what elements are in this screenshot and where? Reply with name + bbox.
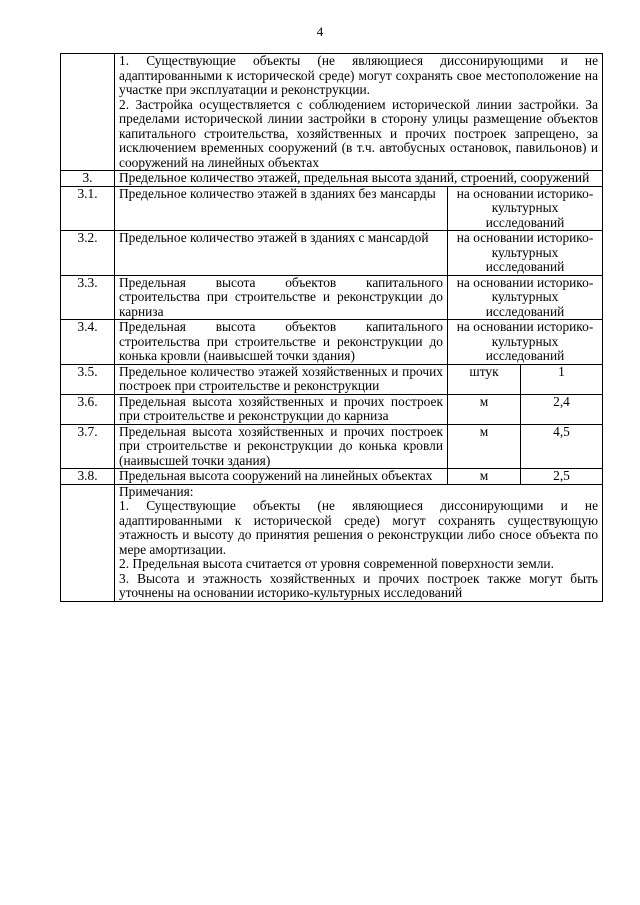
- row-label: Предельное количество этажей в зданиях без мансарды: [115, 186, 448, 231]
- regulations-table: [60, 53, 603, 602]
- top-block-paragraph: 1. Существующие объекты (не являющиеся диссонирующими и не адаптированными к исторической среде) могут сохранять свое местоположение на участке при эксплуатации и реконструкции.: [119, 53, 599, 97]
- row-value: 2,5: [521, 469, 603, 485]
- row-label: Предельная высота хозяйственных и прочих построек при строительстве и реконструкции до карниза: [115, 394, 448, 424]
- row-label: Предельная высота хозяйственных и прочих построек при строительстве и реконструкции до конька кровли (наивысшей точки здания): [115, 424, 448, 469]
- row-number: 3.4.: [61, 320, 115, 365]
- row-value: 2,4: [521, 394, 603, 424]
- row-value: на основании историко-культурных исследований: [448, 320, 603, 365]
- row-label: Предельная высота объектов капитального строительства при строительстве и реконструкции до конька кровли (наивысшей точки здания): [115, 320, 448, 365]
- row-number: 3.: [61, 171, 115, 187]
- table-row-section-3: [61, 171, 603, 187]
- row-value: на основании историко-культурных исследований: [448, 231, 603, 276]
- section-title: Предельное количество этажей, предельная высота зданий, строений, сооружений: [115, 171, 603, 187]
- row-number: 3.8.: [61, 469, 115, 485]
- top-block-cell: [115, 54, 603, 171]
- page-number: 4: [316, 24, 324, 39]
- row-number: 3.3.: [61, 275, 115, 320]
- table-row-top-block: [61, 54, 603, 171]
- notes-paragraph: 1. Существующие объекты (не являющиеся диссонирующими и не адаптированными к исторической среде) могут сохранять существующую этажность и высоту до принятия решения о реконструкции либо сносе объекта по мере амортизации.: [119, 498, 599, 557]
- table-row: [61, 231, 603, 276]
- empty-number-cell: [61, 484, 115, 601]
- table-row: [61, 364, 603, 394]
- row-unit: м: [448, 394, 521, 424]
- row-label: Предельная высота объектов капитального строительства при строительстве и реконструкции до карниза: [115, 275, 448, 320]
- table-row: [61, 469, 603, 485]
- notes-cell: [115, 484, 603, 601]
- row-number: 3.1.: [61, 186, 115, 231]
- row-value: на основании историко-культурных исследований: [448, 186, 603, 231]
- row-value: 1: [521, 364, 603, 394]
- table-row: [61, 424, 603, 469]
- empty-number-cell: [61, 54, 115, 171]
- notes-paragraph: 2. Предельная высота считается от уровня современной поверхности земли.: [119, 556, 554, 571]
- row-number: 3.7.: [61, 424, 115, 469]
- table-row-notes: [61, 484, 603, 601]
- row-label: Предельное количество этажей в зданиях с мансардой: [115, 231, 448, 276]
- row-value: на основании историко-культурных исследований: [448, 275, 603, 320]
- row-label: Предельное количество этажей хозяйственных и прочих построек при строительстве и реконструкции: [115, 364, 448, 394]
- table-row: [61, 320, 603, 365]
- row-label: Предельная высота сооружений на линейных объектах: [115, 469, 448, 485]
- row-unit: штук: [448, 364, 521, 394]
- table-row: [61, 394, 603, 424]
- row-value: 4,5: [521, 424, 603, 469]
- top-block-paragraph: 2. Застройка осуществляется с соблюдением исторической линии застройки. За пределами исторической линии застройки в сторону улицы размещение объектов капитального строительства, хозяйственных и прочих построек запрещено, за исключением временных сооружений (в т.ч. автобусных остановок, павильонов) и сооружений на линейных объектах: [119, 96, 599, 170]
- notes-paragraph: 3. Высота и этажность хозяйственных и прочих построек также могут быть уточнены на основании историко-культурных исследований: [119, 570, 599, 600]
- row-number: 3.2.: [61, 231, 115, 276]
- table-row: [61, 275, 603, 320]
- row-number: 3.5.: [61, 364, 115, 394]
- row-unit: м: [448, 424, 521, 469]
- notes-heading: Примечания:: [119, 483, 194, 499]
- row-number: 3.6.: [61, 394, 115, 424]
- table-row: [61, 186, 603, 231]
- row-unit: м: [448, 469, 521, 485]
